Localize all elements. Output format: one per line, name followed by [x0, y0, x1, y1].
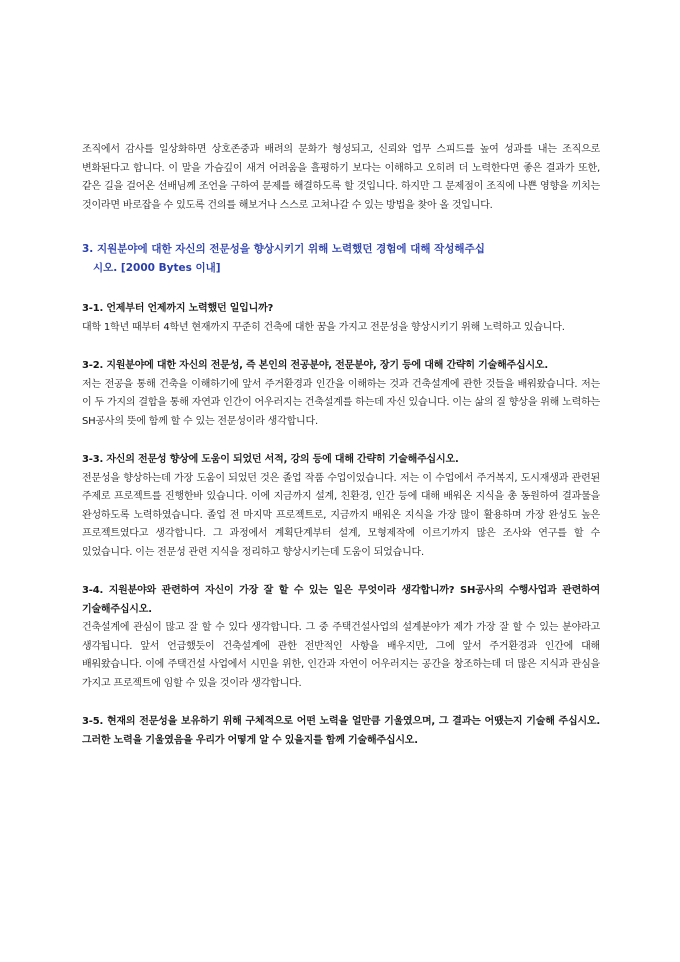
qa-block-3-4: [82, 582, 600, 693]
qa-block-3-3: [82, 451, 600, 562]
intro-paragraph: 조직에서 감사를 일상화하면 상호존중과 배려의 문화가 형성되고, 신뢰와 업무 스피드를 높여 성과를 내는 조직으로 변화된다고 합니다. 이 말을 가슴깊이 새겨 어려움을 흘평하기 보다는 이해하고 오히려 더 노력한다면 좋은 결과가 또한, 같은 길을 걸어온 선배님께 조언을 구하여 문제를 해결하도록 할 것입니다. 하지만 그 문제점이 조직에 나쁜 영향을 끼치는 것이라면 바로잡을 수 있도록 건의를 해보거나 스스로 고쳐나갈 수 있는 방법을 찾아 올 것입니다.: [82, 144, 600, 211]
question-3-4: 3-4. 지원분야와 관련하여 자신이 가장 잘 할 수 있는 일은 무엇이라 생각합니까? SH공사의 수행사업과 관련하여 기술해주십시오.: [82, 585, 600, 615]
document-body: [82, 141, 600, 770]
answer-3-4: 건축설계에 관심이 많고 잘 할 수 있다 생각합니다. 그 중 주택건설사업의 설계분야가 제가 가장 잘 할 수 있는 분야라고 생각됩니다. 앞서 언급했듯이 건축설계에 관한 전반적인 사항을 배우지만, 그에 앞서 주거환경과 인간에 대해 배워왔습니다. 이에 주택건설 사업에서 시민을 위한, 인간과 자연이 어우러지는 공간을 창조하는데 더 많은 지식과 관심을 가지고 프로젝트에 임할 수 있을 것이라 생각합니다.: [82, 622, 600, 689]
section-title-line2: 시오. [2000 Bytes 이내]: [93, 262, 221, 274]
qa-block-3-1: [82, 300, 600, 337]
section-title-line1: 3. 지원분야에 대한 자신의 전문성을 향상시키기 위해 노력했던 경험에 대해 작성해주십: [82, 243, 485, 255]
answer-3-1: 대학 1학년 때부터 4학년 현재까지 꾸준히 건축에 대한 꿈을 가지고 전문성을 향상시키기 위해 노력하고 있습니다.: [82, 321, 565, 333]
question-3-5: 3-5. 현재의 전문성을 보유하기 위해 구체적으로 어떤 노력을 얼만큼 기울였으며, 그 결과는 어땠는지 기술해 주십시오. 그러한 노력을 기울였음을 우리가 어떻게 알 수 있을지를 함께 기술해주십시오.: [82, 716, 600, 746]
qa-block-3-5: [82, 713, 600, 750]
question-3-3: 3-3. 자신의 전문성 향상에 도움이 되었던 서적, 강의 등에 대해 간략히 기술해주십시오.: [82, 454, 459, 465]
answer-3-2: 저는 전공을 통해 건축을 이해하기에 앞서 주거환경과 인간을 이해하는 것과 건축설계에 관한 것들을 배워왔습니다. 저는 이 두 가지의 결합을 통해 자연과 인간이 어우러지는 건축설계를 하는데 자신 있습니다. 이는 삶의 질 향상을 위해 노력하는 SH공사의 뜻에 함께 할 수 있는 전문성이라 생각합니다.: [82, 378, 600, 427]
section-title: [82, 240, 600, 278]
qa-block-3-2: [82, 357, 600, 431]
answer-3-3: 전문성을 향상하는데 가장 도움이 되었던 것은 졸업 작품 수업이었습니다. 저는 이 수업에서 주거복지, 도시재생과 관련된 주제로 프로젝트를 진행한바 있습니다. 이에 지금까지 설계, 친환경, 인간 등에 대해 배워온 지식을 총 동원하여 결과물을 완성하도록 노력하였습니다. 졸업 전 마지막 프로젝트로, 지금까지 배워온 지식을 가장 많이 활용하며 가장 완성도 높은 프로젝트였다고 생각합니다. 그 과정에서 계획단계부터 설계, 모형제작에 이르기까지 많은 조사와 연구를 할 수 있었습니다. 이는 전문성 관련 지식을 정리하고 향상시키는데 도움이 되었습니다.: [82, 472, 600, 558]
question-3-2: 3-2. 지원분야에 대한 자신의 전문성, 즉 본인의 전공분야, 전문분야, 장기 등에 대해 간략히 기술해주십시오.: [82, 360, 548, 371]
question-3-1: 3-1. 언제부터 언제까지 노력했던 일입니까?: [82, 303, 274, 314]
